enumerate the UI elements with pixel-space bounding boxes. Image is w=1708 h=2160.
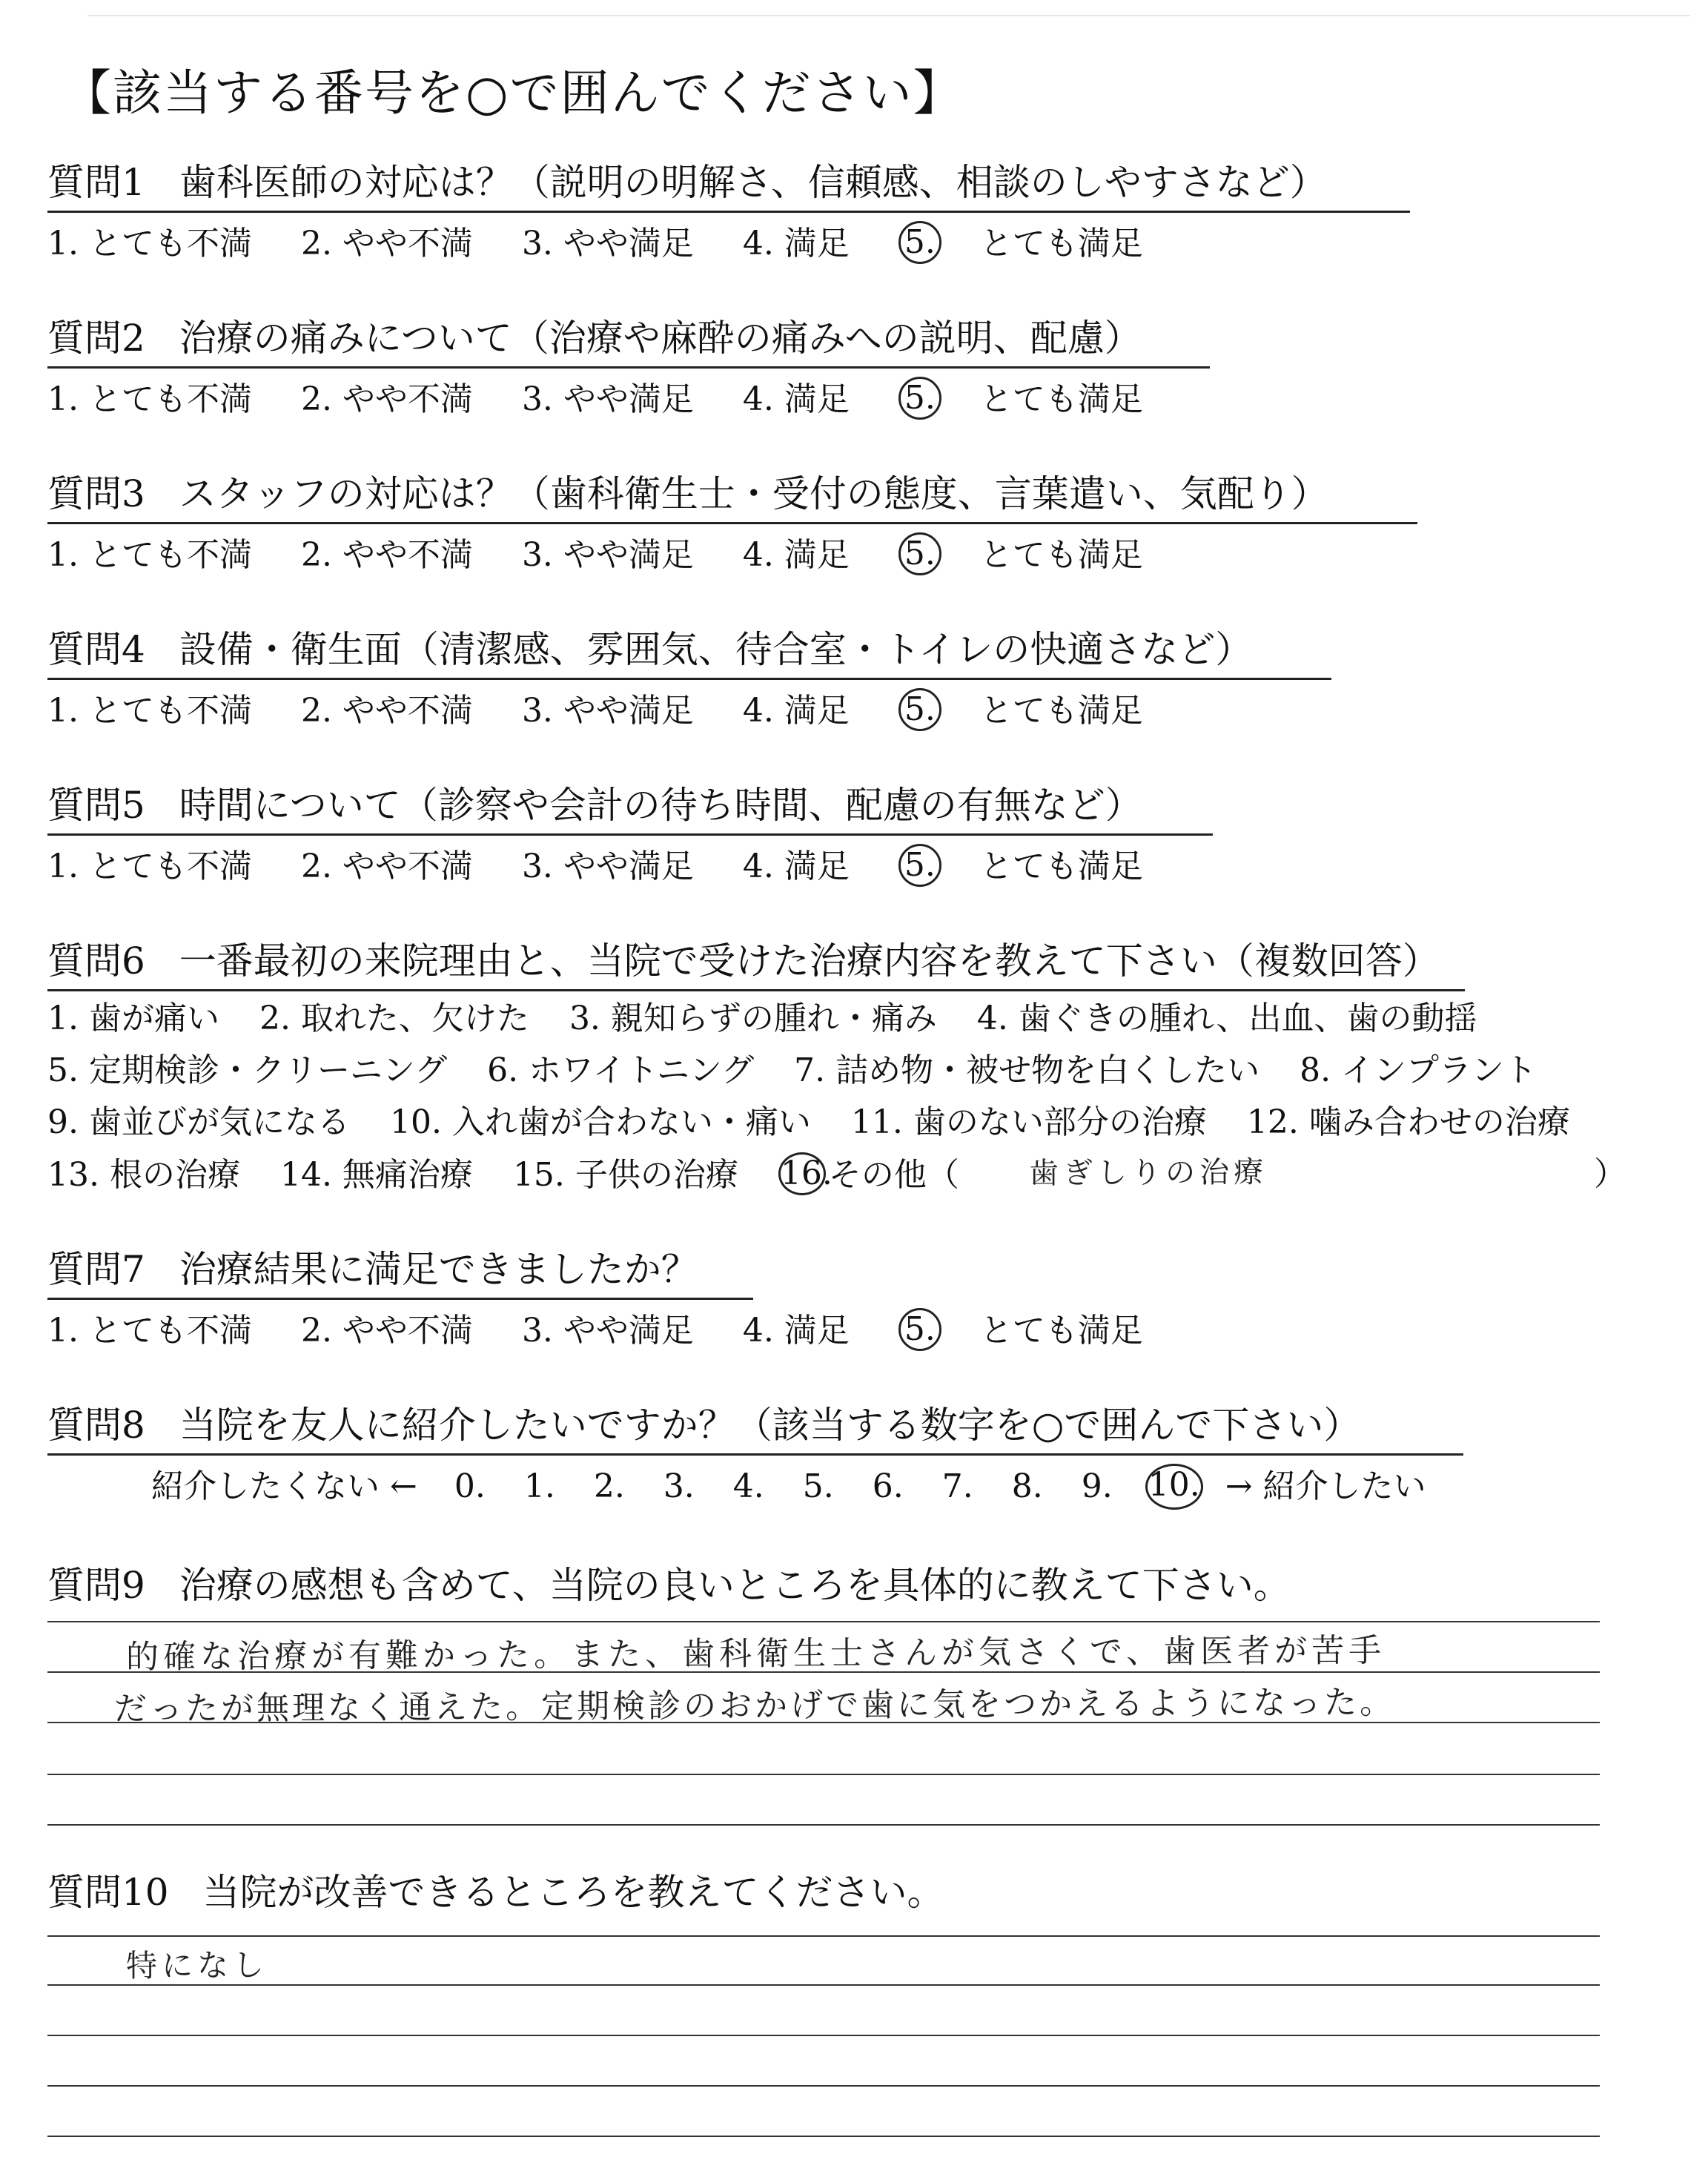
scale-9[interactable]: 9. xyxy=(1081,1467,1113,1505)
q6-option-7[interactable]: 7. 詰め物・被せ物を白くしたい xyxy=(794,1051,1260,1089)
scale-7[interactable]: 7. xyxy=(941,1467,973,1505)
question-3-underline xyxy=(47,522,1417,524)
question-6-row-1 xyxy=(47,998,1507,1040)
question-3-options xyxy=(47,534,1143,577)
question-5-text: 時間について（診察や会計の待ち時間、配慮の有無など） xyxy=(179,784,1142,827)
option-5-label: とても満足 xyxy=(979,692,1143,730)
option-1[interactable]: 1. とても不満 xyxy=(47,225,252,262)
q10-line-4 xyxy=(47,2085,1600,2087)
question-10-text: 当院が改善できるところを教えてください。 xyxy=(202,1871,944,1914)
q6-option-13[interactable]: 13. 根の治療 xyxy=(47,1156,240,1194)
option-4[interactable]: 4. 満足 xyxy=(742,536,850,574)
q6-option-11[interactable]: 11. 歯のない部分の治療 xyxy=(850,1103,1207,1141)
option-4[interactable]: 4. 満足 xyxy=(742,1312,850,1350)
option-2[interactable]: 2. やや不満 xyxy=(300,1312,473,1350)
q6-option-9[interactable]: 9. 歯並びが気になる xyxy=(47,1103,350,1141)
q10-answer: 特になし xyxy=(125,1946,269,1984)
question-10-label: 質問10 xyxy=(47,1871,169,1914)
q9-answer-line-2: だったが無理なく通えた。定期検診のおかげで歯に気をつかえるようになった。 xyxy=(113,1683,1396,1728)
q6-option-16-label: その他（ xyxy=(828,1156,959,1194)
option-5-circled[interactable]: 5. xyxy=(898,221,941,264)
q6-option-8[interactable]: 8. インプラント xyxy=(1300,1051,1537,1089)
q9-line-4 xyxy=(47,1774,1600,1775)
question-5-label: 質問5 xyxy=(47,784,145,827)
scale-1[interactable]: 1. xyxy=(523,1467,555,1505)
question-1 xyxy=(47,159,1327,206)
question-3 xyxy=(47,470,1328,518)
q6-option-15[interactable]: 15. 子供の治療 xyxy=(512,1156,738,1194)
option-5-label: とても満足 xyxy=(979,848,1143,885)
option-5-circled[interactable]: 5. xyxy=(898,844,941,887)
q6-other-close-paren: ） xyxy=(1594,1155,1626,1193)
question-7 xyxy=(47,1246,698,1293)
question-7-options xyxy=(47,1309,1143,1353)
scale-0[interactable]: 0. xyxy=(454,1467,486,1505)
question-1-underline xyxy=(47,211,1410,213)
q6-option-5[interactable]: 5. 定期検診・クリーニング xyxy=(47,1051,448,1089)
question-9 xyxy=(47,1562,1291,1609)
option-3[interactable]: 3. やや満足 xyxy=(521,536,694,574)
question-10 xyxy=(47,1869,944,1916)
question-6 xyxy=(47,937,1440,985)
option-4[interactable]: 4. 満足 xyxy=(742,692,850,730)
scale-5[interactable]: 5. xyxy=(802,1467,834,1505)
question-4-underline xyxy=(47,678,1331,680)
scale-2[interactable]: 2. xyxy=(593,1467,625,1505)
question-5-options xyxy=(47,845,1143,888)
question-4-options xyxy=(47,690,1143,733)
option-5-label: とても満足 xyxy=(979,380,1143,418)
option-5-label: とても満足 xyxy=(979,1312,1143,1350)
option-1[interactable]: 1. とても不満 xyxy=(47,692,252,730)
option-1[interactable]: 1. とても不満 xyxy=(47,380,252,418)
question-8 xyxy=(47,1401,1360,1449)
option-3[interactable]: 3. やや満足 xyxy=(521,380,694,418)
question-3-label: 質問3 xyxy=(47,472,145,515)
question-3-text: スタッフの対応は？（歯科衛生士・受付の態度、言葉遣い、気配り） xyxy=(179,472,1328,515)
option-1[interactable]: 1. とても不満 xyxy=(47,848,252,885)
q6-option-6[interactable]: 6. ホワイトニング xyxy=(487,1051,755,1089)
option-2[interactable]: 2. やや不満 xyxy=(300,380,473,418)
question-6-row-4 xyxy=(47,1154,973,1197)
q6-option-3[interactable]: 3. 親知らずの腫れ・痛み xyxy=(569,1000,937,1037)
option-1[interactable]: 1. とても不満 xyxy=(47,536,252,574)
question-7-label: 質問7 xyxy=(47,1248,145,1291)
scale-left-label: 紹介したくない ← xyxy=(151,1467,417,1505)
q6-option-16-circled[interactable]: 16. xyxy=(778,1152,826,1195)
question-1-text: 歯科医師の対応は？（説明の明解さ、信頼感、相談のしやすさなど） xyxy=(179,161,1327,204)
question-6-row-3 xyxy=(47,1102,1600,1143)
option-3[interactable]: 3. やや満足 xyxy=(521,1312,694,1350)
question-8-scale xyxy=(151,1465,1426,1511)
option-4[interactable]: 4. 満足 xyxy=(742,380,850,418)
question-6-row-2 xyxy=(47,1050,1566,1091)
option-5-circled[interactable]: 5. xyxy=(898,688,941,731)
scale-3[interactable]: 3. xyxy=(663,1467,695,1505)
option-4[interactable]: 4. 満足 xyxy=(742,225,850,262)
question-7-underline xyxy=(47,1298,753,1300)
option-3[interactable]: 3. やや満足 xyxy=(521,848,694,885)
scale-10-circled[interactable]: 10. xyxy=(1145,1464,1203,1510)
q10-line-3 xyxy=(47,2035,1600,2036)
question-2-underline xyxy=(47,366,1210,369)
scale-6[interactable]: 6. xyxy=(872,1467,904,1505)
q6-option-2[interactable]: 2. 取れた、欠けた xyxy=(259,1000,529,1037)
option-5-circled[interactable]: 5. xyxy=(898,1308,941,1351)
option-3[interactable]: 3. やや満足 xyxy=(521,225,694,262)
question-5 xyxy=(47,782,1142,829)
question-6-underline xyxy=(47,989,1465,991)
option-3[interactable]: 3. やや満足 xyxy=(521,692,694,730)
top-border xyxy=(87,15,1690,16)
q9-line-1 xyxy=(47,1621,1600,1622)
scale-4[interactable]: 4. xyxy=(732,1467,764,1505)
option-2[interactable]: 2. やや不満 xyxy=(300,225,473,262)
scale-8[interactable]: 8. xyxy=(1011,1467,1043,1505)
question-2-options xyxy=(47,378,1143,421)
question-6-label: 質問6 xyxy=(47,939,145,982)
question-2 xyxy=(47,314,1142,362)
question-8-underline xyxy=(47,1453,1463,1456)
q6-option-1[interactable]: 1. 歯が痛い xyxy=(47,1000,219,1037)
option-1[interactable]: 1. とても不満 xyxy=(47,1312,252,1350)
q6-option-14[interactable]: 14. 無痛治療 xyxy=(279,1156,473,1194)
q10-line-5 xyxy=(47,2136,1600,2137)
page-title: 【該当する番号を○で囲んでください】 xyxy=(62,65,964,122)
option-5-label: とても満足 xyxy=(979,225,1143,262)
q9-line-5 xyxy=(47,1824,1600,1826)
question-5-underline xyxy=(47,833,1213,836)
question-2-text: 治療の痛みについて（治療や麻酔の痛みへの説明、配慮） xyxy=(179,317,1142,360)
q6-option-12[interactable]: 12. 噛み合わせの治療 xyxy=(1246,1103,1570,1141)
question-4-text: 設備・衛生面（清潔感、雰囲気、待合室・トイレの快適さなど） xyxy=(179,628,1253,671)
question-7-text: 治療結果に満足できましたか？ xyxy=(179,1248,698,1291)
q6-option-4[interactable]: 4. 歯ぐきの腫れ、出血、歯の動揺 xyxy=(976,1000,1477,1037)
q10-line-1 xyxy=(47,1935,1600,1937)
question-9-label: 質問9 xyxy=(47,1564,145,1607)
question-4-label: 質問4 xyxy=(47,628,145,671)
question-4 xyxy=(47,626,1252,673)
question-2-label: 質問2 xyxy=(47,317,145,360)
question-8-label: 質問8 xyxy=(47,1404,145,1447)
option-5-label: とても満足 xyxy=(979,536,1143,574)
question-1-label: 質問1 xyxy=(47,161,145,204)
q6-other-handwritten: 歯ぎしりの治療 xyxy=(1028,1155,1268,1191)
option-2[interactable]: 2. やや不満 xyxy=(300,692,473,730)
question-8-text: 当院を友人に紹介したいですか？（該当する数字を○で囲んで下さい） xyxy=(179,1404,1361,1447)
question-1-options xyxy=(47,222,1143,265)
option-2[interactable]: 2. やや不満 xyxy=(300,536,473,574)
question-9-text: 治療の感想も含めて、当院の良いところを具体的に教えて下さい。 xyxy=(179,1564,1291,1607)
scale-right-label: → 紹介したい xyxy=(1225,1467,1426,1505)
q10-line-2 xyxy=(47,1984,1600,1986)
option-5-circled[interactable]: 5. xyxy=(898,377,941,420)
option-4[interactable]: 4. 満足 xyxy=(742,848,850,885)
question-6-text: 一番最初の来院理由と、当院で受けた治療内容を教えて下さい（複数回答） xyxy=(179,939,1440,982)
option-5-circled[interactable]: 5. xyxy=(898,532,941,575)
q6-option-10[interactable]: 10. 入れ歯が合わない・痛い xyxy=(389,1103,811,1141)
q9-answer-line-1: 的確な治療が有難かった。また、歯科衛生士さんが気さくで、歯医者が苦手 xyxy=(125,1631,1386,1677)
option-2[interactable]: 2. やや不満 xyxy=(300,848,473,885)
